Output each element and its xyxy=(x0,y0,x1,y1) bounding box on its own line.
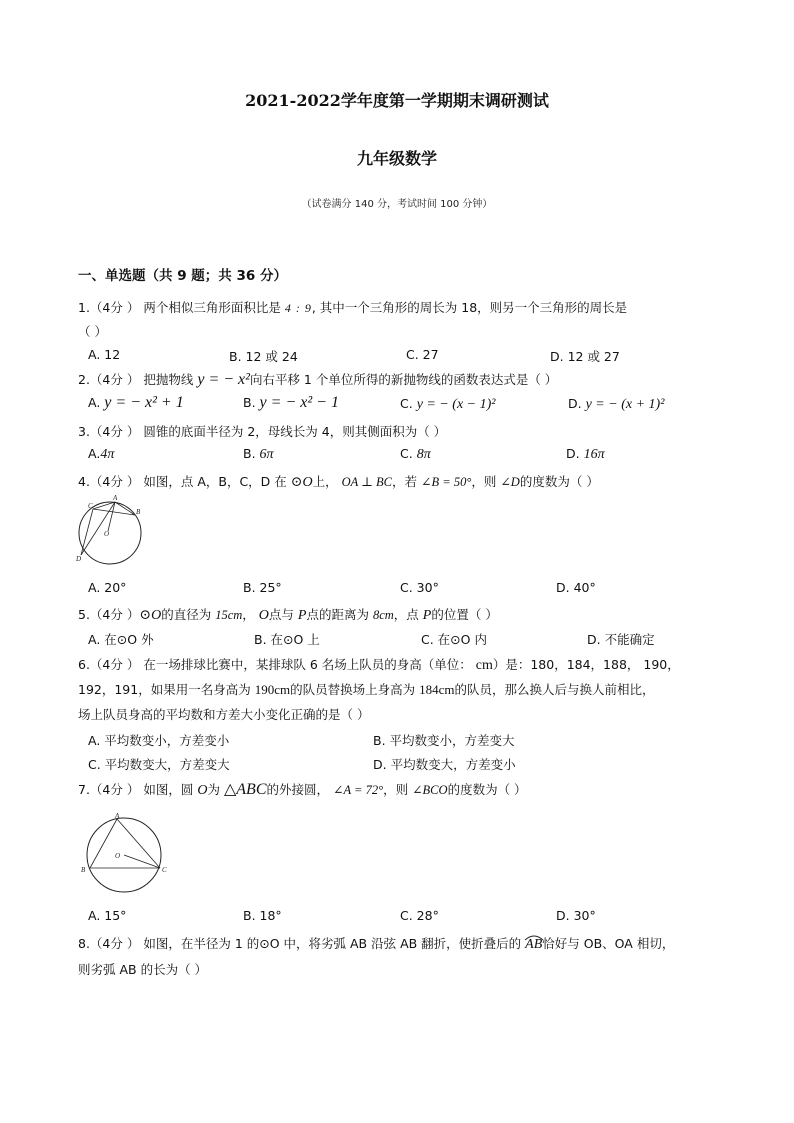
question-number: 8.（4分 ） xyxy=(78,936,140,951)
question-text: , 其中一个三角形的周长为 18，则另一个三角形的周长是 xyxy=(311,300,628,315)
segment-oa xyxy=(108,502,115,531)
circle-figure-q7 xyxy=(78,812,172,894)
point-p-math: P xyxy=(297,608,307,623)
question-text: 的位置（ ） xyxy=(431,607,498,622)
q4-option-d[interactable]: D. 40° xyxy=(556,580,596,595)
arc-ab-math xyxy=(525,937,542,953)
angle-a-math: ∠A = 72° xyxy=(333,783,384,797)
question-text: 的直径为 xyxy=(161,607,212,622)
option-label: A. xyxy=(88,395,101,410)
q5-option-b[interactable]: B. 在⊙O 上 xyxy=(254,632,320,647)
q1-option-a[interactable]: A. 12 xyxy=(88,347,121,362)
question-5 xyxy=(78,605,498,624)
height-math: 190cm xyxy=(254,682,291,697)
label-c: C xyxy=(162,866,167,874)
chord-cd xyxy=(81,509,93,555)
option-label: B. xyxy=(243,395,256,410)
question-number: 6.（4分 ） xyxy=(78,657,140,672)
question-2 xyxy=(78,370,557,389)
question-6-line2 xyxy=(78,680,655,698)
question-1 xyxy=(78,298,627,316)
question-text: 的队员替换场上身高为 xyxy=(290,682,416,697)
option-math: 6π xyxy=(259,447,274,462)
q1-option-d[interactable]: D. 12 或 27 xyxy=(550,349,620,364)
q7-option-d[interactable]: D. 30° xyxy=(556,908,596,923)
page-title: 2021-2022学年度第一学期期末调研测试 xyxy=(245,91,549,110)
question-number: 5.（4分 ） xyxy=(78,607,140,622)
question-text: 两个相似三角形面积比是 xyxy=(143,300,281,315)
circle-o-math: O xyxy=(197,783,208,798)
q5-option-c[interactable]: C. 在⊙O 内 xyxy=(421,632,487,647)
question-8-line2: 则劣弧 AB 的长为（ ） xyxy=(78,962,208,977)
label-a: A xyxy=(115,812,120,820)
q2-option-a[interactable] xyxy=(88,394,184,412)
side-ab xyxy=(90,819,117,868)
option-label: D. xyxy=(568,396,582,411)
triangle-math: △ABC xyxy=(223,781,267,798)
question-text: 上， xyxy=(312,474,338,489)
option-math: 16π xyxy=(583,447,605,462)
perp-math: OA ⊥ BC xyxy=(341,475,393,489)
q3-option-d[interactable] xyxy=(566,446,605,463)
angle-bco-math: ∠BCO xyxy=(412,783,448,797)
question-text: ，则 xyxy=(383,782,409,797)
q5-option-d[interactable]: D. 不能确定 xyxy=(587,632,655,647)
circle-math: ⊙O xyxy=(139,608,162,623)
exam-note: （试卷满分 140 分，考试时间 100 分钟） xyxy=(301,199,493,210)
question-text: 恰好与 OB、OA 相切， xyxy=(542,936,675,951)
question-8 xyxy=(78,934,674,953)
question-text: 圆锥的底面半径为 2，母线长为 4，则其侧面积为（ ） xyxy=(143,424,447,439)
angle-math: ∠B = 50° xyxy=(421,475,472,489)
arc-icon xyxy=(524,933,544,941)
question-number: 3.（4分 ） xyxy=(78,424,140,439)
circle-math: ⊙O xyxy=(290,475,313,490)
question-number: 4.（4分 ） xyxy=(78,474,140,489)
q1-option-c[interactable]: C. 27 xyxy=(406,347,439,362)
label-c: C xyxy=(88,502,93,510)
q6-option-a[interactable]: A. 平均数变小，方差变小 xyxy=(88,733,230,748)
q4-option-c[interactable]: C. 30° xyxy=(400,580,439,595)
question-7 xyxy=(78,779,527,799)
question-1-line2: （ ） xyxy=(78,324,107,339)
q2-option-b[interactable] xyxy=(243,394,339,412)
question-3 xyxy=(78,422,446,440)
option-label: D. xyxy=(566,446,580,461)
question-text: 192，191，如果用一名身高为 xyxy=(78,682,251,697)
question-4 xyxy=(78,472,599,491)
option-math: 8π xyxy=(416,447,431,462)
q2-option-c[interactable] xyxy=(400,396,495,413)
chord-cb xyxy=(93,509,135,515)
question-6 xyxy=(78,655,680,674)
option-math: y = − x² + 1 xyxy=(104,394,184,411)
chord-ab xyxy=(115,502,135,515)
label-o: O xyxy=(104,530,110,538)
question-text: 的度数为（ ） xyxy=(519,474,599,489)
parabola-math: y = − x² xyxy=(197,371,250,388)
angle-d-math: ∠D xyxy=(500,475,520,489)
option-math: 4π xyxy=(100,447,115,462)
option-label: B. xyxy=(243,446,256,461)
question-text: 为 xyxy=(207,782,220,797)
question-number: 7.（4分 ） xyxy=(78,782,140,797)
q6-option-d[interactable]: D. 平均数变大，方差变小 xyxy=(373,757,516,772)
question-text: 的外接圆， xyxy=(266,782,330,797)
q6-option-b[interactable]: B. 平均数变小，方差变大 xyxy=(373,733,515,748)
q2-option-d[interactable] xyxy=(568,396,664,413)
section-heading: 一、单选题（共 9 题；共 36 分） xyxy=(78,268,287,284)
question-text: ，点 xyxy=(393,607,419,622)
diameter-math: 15cm xyxy=(215,608,243,622)
option-label: C. xyxy=(400,446,413,461)
question-text: 点与 xyxy=(268,607,294,622)
height-math: 184cm xyxy=(419,682,455,697)
q3-option-c[interactable] xyxy=(400,446,431,463)
q5-option-a[interactable]: A. 在⊙O 外 xyxy=(88,632,154,647)
question-text: ，若 xyxy=(392,474,418,489)
option-label: A. xyxy=(88,446,101,461)
question-text: 把抛物线 xyxy=(143,372,194,387)
q3-option-a[interactable] xyxy=(88,446,114,463)
unit-math: cm xyxy=(475,658,493,673)
label-b: B xyxy=(81,866,86,874)
q7-option-a[interactable]: A. 15° xyxy=(88,908,127,923)
label-o: O xyxy=(115,852,121,860)
q3-option-b[interactable] xyxy=(243,446,274,463)
option-math: y = − (x − 1)² xyxy=(416,397,496,412)
option-math: y = − x² − 1 xyxy=(259,394,339,411)
q4-option-b[interactable]: B. 25° xyxy=(243,580,282,595)
label-b: B xyxy=(136,508,141,516)
circle-figure-q4 xyxy=(74,495,146,567)
question-text: 的队员，那么换人后与换人前相比， xyxy=(454,682,655,697)
point-p-math: P xyxy=(422,608,432,623)
option-label: C. xyxy=(400,396,413,411)
q7-option-b[interactable]: B. 18° xyxy=(243,908,282,923)
question-text: 如图，圆 xyxy=(143,782,194,797)
question-text: ， xyxy=(242,607,255,622)
question-text: ，则 xyxy=(471,474,497,489)
distance-math: 8cm xyxy=(372,608,394,622)
question-text: 点的距离为 xyxy=(306,607,369,622)
page-subtitle: 九年级数学 xyxy=(356,149,437,168)
question-text: 如图，在半径为 1 的⊙O 中，将劣弧 AB 沿弦 AB 翻折，使折叠后的 xyxy=(143,936,522,951)
q6-option-c[interactable]: C. 平均数变大，方差变大 xyxy=(88,757,230,772)
question-text: 向右平移 1 个单位所得的新抛物线的函数表达式是（ ） xyxy=(249,372,558,387)
point-o-math: O xyxy=(258,608,269,623)
q4-option-a[interactable]: A. 20° xyxy=(88,580,127,595)
label-d: D xyxy=(76,555,82,563)
arc-ab-label: AB xyxy=(525,937,543,952)
ratio-math: 4 : 9 xyxy=(284,301,312,315)
question-text: 在一场排球比赛中，某排球队 6 名场上队员的身高（单位： xyxy=(143,657,472,672)
question-6-line3: 场上队员身高的平均数和方差大小变化正确的是（ ） xyxy=(78,707,370,722)
question-number: 2.（4分 ） xyxy=(78,372,140,387)
question-text: ）是：180，184，188， 190， xyxy=(492,657,680,672)
q7-option-c[interactable]: C. 28° xyxy=(400,908,439,923)
question-number: 1.（4分 ） xyxy=(78,300,140,315)
label-a: A xyxy=(113,495,118,502)
option-math: y = − (x + 1)² xyxy=(585,397,665,412)
q1-option-b[interactable]: B. 12 或 24 xyxy=(229,349,298,364)
question-text: 的度数为（ ） xyxy=(447,782,527,797)
question-text: 如图，点 A，B，C，D 在 xyxy=(143,474,287,489)
